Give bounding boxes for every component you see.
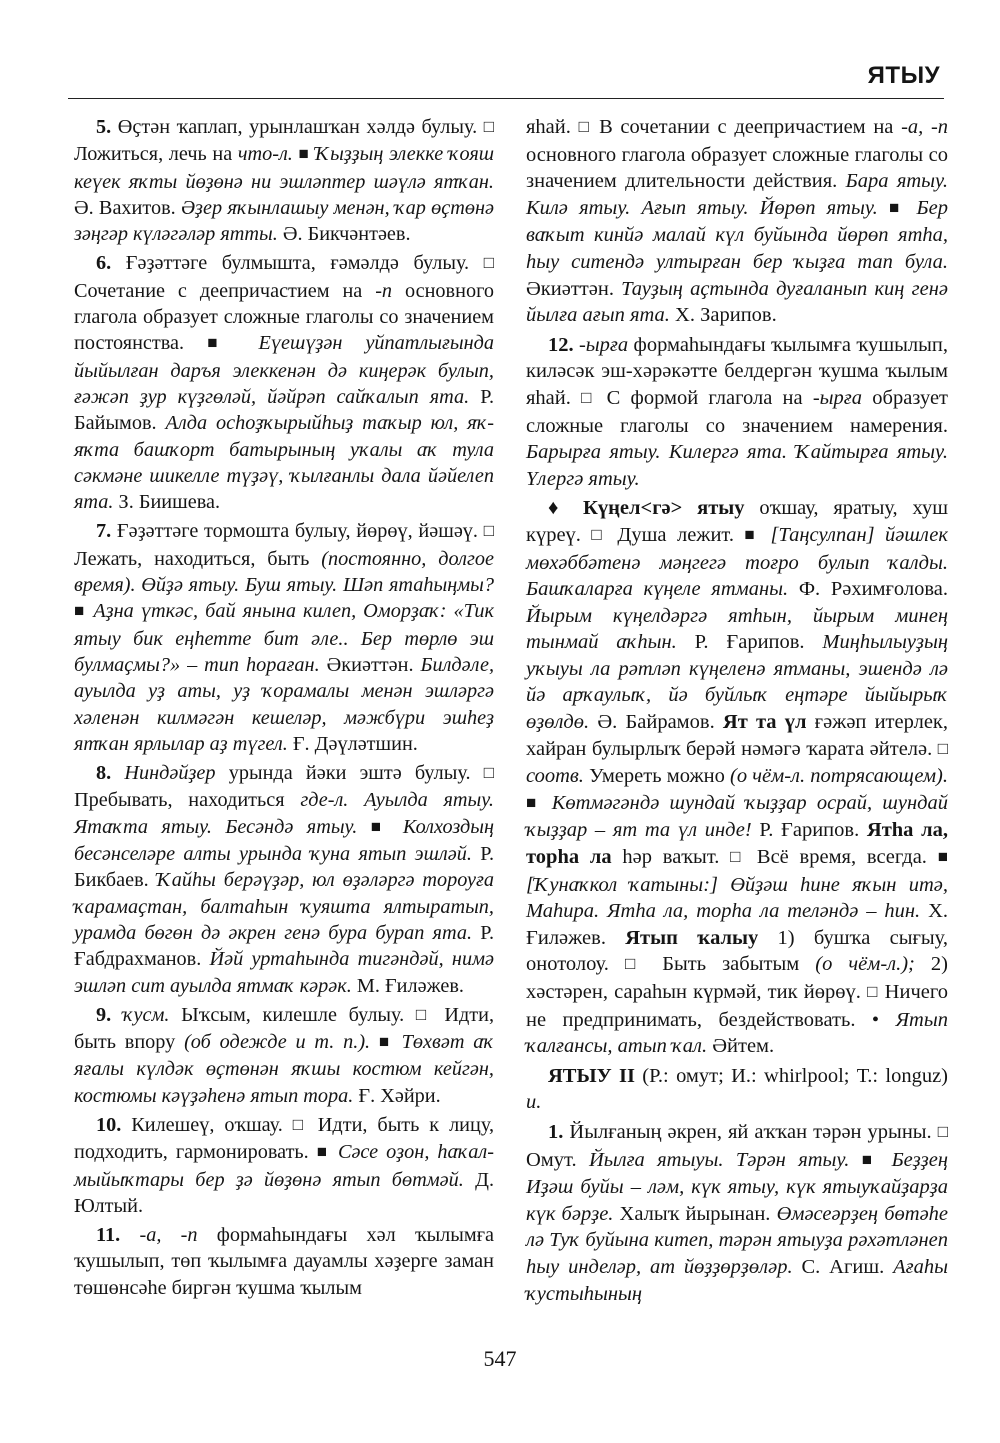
source: Ғ. Дәүләтшин.	[292, 732, 418, 755]
sense-6	[74, 250, 494, 515]
definition-italic: -ырға	[578, 333, 629, 356]
example: Өмәсеәрҙең бөтәһе лә Туҡ буйына китеп, тәрән ятыуҙа рәхәтләнеп һыу инделәр, ат йөҙҙөрҙөләр.	[526, 1202, 949, 1278]
example: Аҙна үткәс, бай янына килеп, Оморҙаҡ: «Тик ятыу бик еңһетте бит әле.. Бер төрлө эш булмаҫмы?» – тип һораған.	[74, 600, 494, 676]
example: Төхвәт аҡ яғалы күлдәк өҫтөнән яҡшы костюм кейгән, костюмы кәүҙәһенә ятып тора.	[74, 1031, 495, 1107]
black-square-icon: ■	[861, 1149, 880, 1169]
example: Бер ваҡыт кинйә малай күл буйында йөрөп ятһа, һыу ситендә ултырған бер ҡыҙға тап була.	[526, 196, 948, 273]
source: З. Биишева.	[118, 491, 221, 514]
black-square-icon: ■	[937, 847, 948, 867]
example: Ҡыҙҙың элекке ҡояш кеүек яҡты йөҙөнә ни эшләптер шәүлә ятҡан.	[74, 143, 495, 193]
sense-number: 11.	[96, 1224, 121, 1247]
example: Көтмәгәндә шундай ҡыҙҙар осрай, шундай ҡыҙҙар – ят та үл инде!	[526, 791, 949, 842]
russian-gloss: Пребывать, находиться	[74, 789, 285, 812]
white-square-icon: □	[415, 1004, 433, 1024]
diamond-icon: ♦	[548, 497, 569, 520]
source: Х. Зарипов.	[675, 304, 777, 327]
definition: 1) бушҡа сығыу, онотолоу.	[526, 926, 948, 976]
example: Ятып ҡалғансы, атып ҡал.	[526, 1008, 948, 1058]
source: Р. Ғарипов.	[759, 819, 860, 842]
example: Бара ятыу. Килә ятыу. Ағып ятыу. Йөрөп ятыу.	[526, 170, 948, 219]
russian-gloss: Душа лежит.	[617, 523, 734, 546]
example: [Ҡунаҡкол ҡатыны:] Өйҙәш һине яҡын итә, Маһира. Ятһа ла, торһа ла теләндә – һин.	[526, 873, 948, 923]
sense-number: 9.	[96, 1003, 112, 1026]
russian-gloss: Ничего не предпринимать, бездействовать.	[526, 981, 949, 1031]
russian-gloss: В сочетании с деепричастием на	[599, 116, 894, 138]
sense-9	[74, 1002, 494, 1109]
white-square-icon: □	[578, 117, 592, 136]
sense-number: 5.	[96, 116, 112, 138]
usage-label: соотв.	[526, 765, 584, 788]
black-square-icon: ■	[889, 197, 906, 217]
source: Х. Ғиләжев.	[526, 900, 948, 949]
source: Р. Ғарипов.	[694, 631, 805, 654]
sense-number: 7.	[96, 520, 112, 543]
example: Ағаһы ҡустыһының	[526, 1255, 949, 1305]
sense-11-continued	[526, 114, 948, 329]
bullet-icon: •	[871, 1008, 880, 1031]
example: Еүешүҙән уйпатлығында йыйылған даръя элеккенән дә киңерәк булып, ғәжәп ҙур күҙгөләй, йәйрәп сайҡалып ята.	[74, 332, 495, 408]
sense-number: 10.	[96, 1113, 122, 1136]
source: Әкиәттән.	[526, 277, 614, 300]
black-square-icon: ■	[370, 816, 390, 836]
example: Йырым күңелдәргә ятһын, йырым минең тынмай аҡһын.	[526, 604, 948, 654]
russian-gloss: образует сложные глаголы со значением намерения.	[526, 386, 949, 437]
example: Ауылда ятыу. Ятаҡта ятыу. Бесәндә ятыу.	[74, 789, 494, 838]
sense-number: 1.	[548, 1120, 564, 1143]
black-square-icon: ■	[298, 144, 310, 164]
source: Ә. Бикчәнтәев.	[282, 223, 411, 246]
usage-label: ҡусм.	[122, 1003, 170, 1026]
running-head: ЯТЫУ	[867, 62, 940, 89]
example: Миңһылыуҙың уҡыуы ла рәтләп күңеленә ятманы, эшендә лә йә арҡаулыҡ, йә буйлыҡ еңтәре йыйырыҡ өҙөлдө.	[526, 631, 948, 734]
definition: яһай.	[526, 116, 571, 138]
example: Беҙҙең Иҙәш буйы – ләм, күк ятыу, күк ятыуҡайҙарҙа күк бәрҙе.	[526, 1148, 949, 1225]
white-square-icon: □	[292, 1114, 308, 1134]
entry-headword: ЯТЫУ II	[548, 1064, 635, 1087]
example: Алда осһоҙҡырыйһыҙ таҡыр юл, яҡ-яҡта башҡорт батырының уҡалы аҡ тула сәкмәне шикелле түҙәү, ҡылғанлы дала йәйелеп ята.	[74, 412, 494, 514]
example: Йәй уртаһында тигәндәй, нимә эшләп сит ауылда ятмаҡ кәрәк.	[74, 948, 495, 997]
source: Әкиәттән.	[326, 653, 414, 676]
example: [Таңсулпан] йәшлек мөхәббәтенә мәңгегә тоғро булып ҡалды. Башҡаларға күңеле ятманы.	[526, 523, 948, 601]
definition: формаһындағы ҡылымға ҡушылып, киләсәк эш-хәрәкәтте белдергән ҡушма ҡылым яһай.	[526, 333, 948, 409]
phrase-headword: Күңел<гә> ятыу	[583, 497, 745, 520]
definition: 2) хәстәрен, сараһын күрмәй, тик йөрөү.	[526, 953, 948, 1003]
sense-7	[74, 518, 494, 757]
white-square-icon: □	[937, 738, 949, 758]
russian-gloss-italic: где-л.	[300, 789, 349, 812]
sense-11	[74, 1222, 494, 1301]
black-square-icon: ■	[74, 601, 87, 621]
definition: урында йәки эштә булыу.	[228, 762, 471, 785]
definition: һәр ваҡыт.	[622, 846, 720, 869]
definition: формаһындағы хәл ҡылымға ҡушылып, төп ҡылымға дауамлы хәҙерге заман төшөнсәһе биргән ҡушма ҡылым	[74, 1224, 494, 1299]
russian-gloss: Умереть можно	[589, 765, 725, 788]
sense-number: 12.	[548, 333, 574, 356]
black-square-icon: ■	[207, 333, 236, 353]
translation-gloss: (Р.: омут; И.: whirlpool; Т.: longuz)	[642, 1064, 949, 1087]
example: Колхоздың бесәнселәре алты урында ҡуна ятып эшләй.	[74, 815, 494, 866]
phrase-headword: Ят та үл	[722, 711, 807, 734]
white-square-icon: □	[730, 847, 747, 867]
source: Р. Байымов.	[74, 385, 495, 435]
source: Ф. Рәхимғолова.	[798, 578, 949, 601]
page-number: 547	[483, 1346, 517, 1371]
black-square-icon: ■	[526, 792, 542, 812]
source: Ә. Вахитов.	[74, 196, 176, 219]
russian-gloss-italic: -п	[375, 279, 393, 302]
russian-gloss: Идти, быть к лицу, подходить, гармонировать.	[74, 1113, 495, 1164]
russian-gloss-italic: -ырға	[812, 386, 863, 409]
source: Р. Бикбаев.	[74, 843, 495, 892]
russian-gloss: Ложиться, лечь на	[74, 143, 233, 166]
white-square-icon: □	[483, 117, 495, 136]
example: Йылға ятыуы. Тәрән ятыу.	[588, 1148, 850, 1171]
russian-gloss-italic: (о чём-л.);	[815, 953, 915, 976]
russian-gloss: Быть забытым	[662, 953, 800, 976]
definition: оҡшау, яратыу, хуш күреү.	[526, 497, 949, 546]
white-square-icon: □	[483, 253, 494, 273]
definition: Ыҡсым, килешле булыу.	[181, 1003, 405, 1026]
example: Билдәле, ауылда уҙ аты, уҙ ҡорамалы менән эшләргә хәленән килмәгән кешеләр, мәжбүри эшһеҙ ятҡан ярлылар аҙ түгел.	[74, 653, 495, 755]
russian-gloss: основного глагола образует сложные глаголы со значением длительности действия.	[526, 143, 948, 193]
russian-gloss-italic: (постоянно, долгое время).	[74, 547, 494, 597]
definition: Йылғаның әкрен, яй аҡҡан тәрән урыны.	[569, 1120, 932, 1143]
black-square-icon: ■	[378, 1032, 393, 1052]
source: С. Агиш.	[801, 1255, 885, 1278]
definition: Ғәҙәттәге тормошта булыу, йөрөү, йәшәү.	[116, 520, 478, 543]
phrase-headword: Ятып ҡалыу	[625, 926, 759, 949]
left-column	[74, 114, 494, 1304]
sense-5	[74, 114, 494, 247]
russian-gloss: С формой глагола на	[606, 386, 803, 409]
russian-gloss: Всё время, всегда.	[756, 846, 927, 869]
sense-number: 8.	[96, 762, 112, 785]
example: Тауҙың аҫтында дуғаланып киң генә йылға ағып ята.	[526, 277, 948, 327]
russian-gloss-italic: (об одежде и т. п.).	[184, 1031, 371, 1054]
russian-gloss: основного глагола образует сложные глаголы со значением постоянства.	[74, 279, 494, 355]
example: Барырға ятыу. Килергә ята. Ҡайтырға ятыу. Үлергә ятыу.	[526, 441, 948, 490]
source: Ғ. Хәйри.	[358, 1084, 441, 1107]
source: Р. Ғабдрахманов.	[74, 921, 495, 971]
definition: ғәжәп итерлек, хайран булырлыҡ берәй нәмәгә ҡарата әйтелә.	[526, 711, 949, 760]
source: М. Ғиләжев.	[356, 974, 464, 997]
sense-12	[526, 332, 948, 493]
white-square-icon: □	[483, 521, 495, 541]
phrase-headword: Ятһа ла, торһа ла	[526, 819, 948, 869]
russian-gloss-italic: что-л.	[237, 143, 293, 166]
sense-number: 6.	[96, 252, 112, 275]
white-square-icon: □	[867, 982, 879, 1001]
black-square-icon: ■	[316, 1142, 330, 1162]
russian-gloss: Лежать, находиться, быть	[74, 547, 310, 570]
russian-gloss-italic: -а,	[901, 116, 924, 138]
white-square-icon: □	[483, 763, 495, 783]
definition: Өҫтән ҡаплап, урынлашҡан хәлдә булыу.	[117, 116, 478, 138]
white-square-icon: □	[937, 1121, 948, 1141]
right-column	[526, 114, 948, 1310]
russian-gloss-italic: (о чём-л. потрясающем).	[730, 765, 949, 788]
header-rule	[68, 98, 944, 99]
russian-gloss: Идти, быть впору	[74, 1003, 495, 1054]
example: Әҙер яҡынлашыу менән, ҡар өҫтөнә зәңгәр күләгәләр ятты.	[74, 196, 494, 246]
sense-8	[74, 760, 494, 999]
phraseology-block	[526, 495, 948, 1059]
black-square-icon: ■	[744, 524, 760, 544]
example: Сәсе оҙон, һаҡал-мыйыҡтары бер ҙә йөҙөнә ятып бөтмәй.	[74, 1141, 495, 1191]
definition-italic: -а, -п	[139, 1224, 198, 1247]
entry-yatyu-2	[526, 1063, 948, 1116]
definition-italic: Ниндәйҙер	[124, 762, 216, 785]
source: Халыҡ йырынан.	[619, 1202, 771, 1225]
white-square-icon: □	[624, 954, 647, 974]
source: Д. Юлтый.	[74, 1168, 495, 1217]
example: Ҡайһы берәүҙәр, юл өҙәләргә тороуға ҡарамаҫтан, балтаһын ҡуяшта ялтыратып, урамда бөгөн дә әкрен генә бура бурап ята.	[74, 869, 495, 944]
white-square-icon: □	[581, 387, 597, 407]
source: Әйтем.	[712, 1035, 775, 1058]
definition: Килешеү, оҡшау.	[131, 1113, 283, 1136]
part-of-speech: и.	[526, 1091, 542, 1114]
example: Өйҙә ятыу. Буш ятыу. Шәп ятаһыңмы?	[141, 574, 494, 597]
russian-gloss-italic: -п	[930, 116, 949, 138]
russian-gloss: Сочетание с деепричастием на	[74, 279, 363, 302]
white-square-icon: □	[591, 524, 607, 544]
source: Ә. Байрамов.	[597, 711, 715, 734]
sense-10	[74, 1112, 494, 1219]
entry-2-sense-1	[526, 1119, 948, 1307]
definition: Ғәҙәттәге булмышта, ғәмәлдә булыу.	[125, 252, 470, 275]
russian-gloss: Омут.	[526, 1148, 577, 1171]
